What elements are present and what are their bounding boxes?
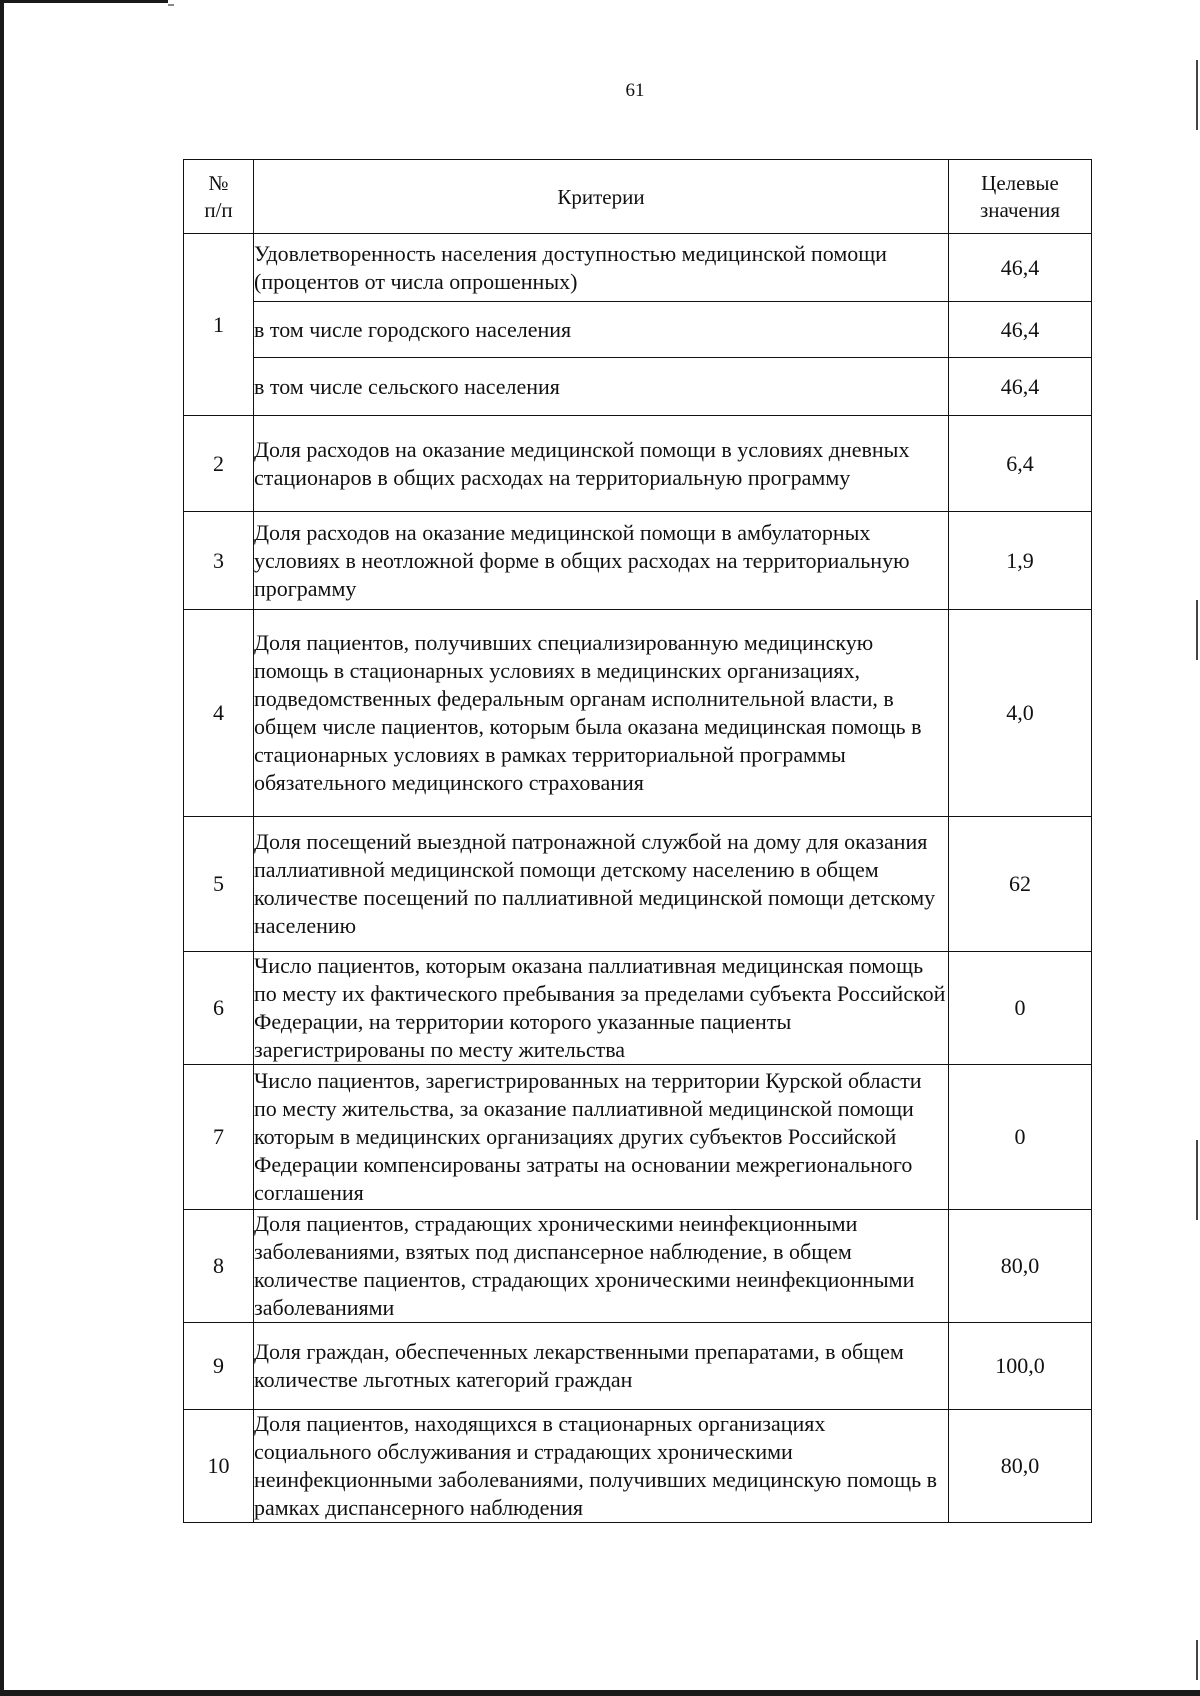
criterion-text: в том числе городского населения	[254, 302, 949, 358]
table-row	[184, 817, 1092, 952]
scan-border-top	[0, 0, 168, 3]
row-number: 7	[184, 1065, 254, 1210]
target-value: 46,4	[949, 302, 1092, 358]
table-row	[184, 234, 1092, 302]
scan-border-right-fragment	[1196, 1140, 1198, 1220]
target-value: 80,0	[949, 1410, 1092, 1523]
scan-border-right-fragment	[1196, 600, 1198, 660]
number-column-header	[184, 160, 254, 234]
table-header-row	[184, 160, 1092, 234]
row-number: 1	[184, 234, 254, 416]
scan-border-left	[0, 0, 4, 1696]
criterion-text: Число пациентов, зарегистрированных на территории Курской области по месту жительства, за оказание паллиативной медицинской помощи которым в медицинских организациях других субъектов Российской Федерации компенсированы затраты на основании межрегионального соглашения	[254, 1065, 949, 1210]
target-value: 80,0	[949, 1210, 1092, 1323]
criterion-text: Доля пациентов, страдающих хроническими неинфекционными заболеваниями, взятых под диспансерное наблюдение, в общем количестве пациентов, страдающих хроническими неинфекционными заболеваниями	[254, 1210, 949, 1323]
table-row	[184, 512, 1092, 610]
criterion-text: Доля расходов на оказание медицинской помощи в условиях дневных стационаров в общих расходах на территориальную программу	[254, 416, 949, 512]
table-row	[184, 1410, 1092, 1523]
target-value: 46,4	[949, 358, 1092, 416]
table-row	[184, 610, 1092, 817]
criterion-text: Доля посещений выездной патронажной службой на дому для оказания паллиативной медицинской помощи детскому населению в общем количестве посещений по паллиативной медицинской помощи детскому населению	[254, 817, 949, 952]
table-row	[184, 1210, 1092, 1323]
table-row	[184, 1065, 1092, 1210]
table-row	[184, 952, 1092, 1065]
criterion-text: Доля пациентов, получивших специализированную медицинскую помощь в стационарных условиях в медицинских организациях, подведомственных федеральным органам исполнительной власти, в общем числе пациентов, которым была оказана медицинская помощь в стационарных условиях в рамках территориальной программы обязательного медицинского страхования	[254, 610, 949, 817]
criteria-column-header: Критерии	[254, 160, 949, 234]
criterion-text: в том числе сельского населения	[254, 358, 949, 416]
row-number: 10	[184, 1410, 254, 1523]
table-row	[184, 1323, 1092, 1410]
target-value: 0	[949, 1065, 1092, 1210]
target-header-line: значения	[979, 197, 1061, 222]
table-row	[184, 358, 1092, 416]
table-row	[184, 302, 1092, 358]
page-number: 61	[625, 80, 645, 101]
target-value: 62	[949, 817, 1092, 952]
criterion-text: Доля расходов на оказание медицинской помощи в амбулаторных условиях в неотложной форме в общих расходах на территориальную программу	[254, 512, 949, 610]
target-value: 1,9	[949, 512, 1092, 610]
target-value: 0	[949, 952, 1092, 1065]
scan-mark	[168, 4, 174, 6]
row-number: 8	[184, 1210, 254, 1323]
number-header-line: №	[208, 170, 229, 195]
scan-border-right-fragment	[1196, 1640, 1198, 1680]
number-header-line: п/п	[204, 197, 233, 222]
criterion-text: Доля пациентов, находящихся в стационарных организациях социального обслуживания и страдающих хроническими неинфекционными заболеваниями, получивших медицинскую помощь в рамках диспансерного наблюдения	[254, 1410, 949, 1523]
criteria-table	[183, 159, 1092, 1523]
row-number: 6	[184, 952, 254, 1065]
target-value: 4,0	[949, 610, 1092, 817]
table-row	[184, 416, 1092, 512]
row-number: 2	[184, 416, 254, 512]
row-number: 3	[184, 512, 254, 610]
criterion-text: Удовлетворенность населения доступностью медицинской помощи (процентов от числа опрошенных)	[254, 234, 949, 302]
target-values-column-header	[949, 160, 1092, 234]
scan-border-bottom	[0, 1690, 1200, 1696]
row-number: 4	[184, 610, 254, 817]
target-value: 6,4	[949, 416, 1092, 512]
target-header-line: Целевые	[981, 170, 1059, 195]
criterion-text: Доля граждан, обеспеченных лекарственными препаратами, в общем количестве льготных категорий граждан	[254, 1323, 949, 1410]
target-value: 46,4	[949, 234, 1092, 302]
row-number: 5	[184, 817, 254, 952]
row-number: 9	[184, 1323, 254, 1410]
criterion-text: Число пациентов, которым оказана паллиативная медицинская помощь по месту их фактического пребывания за пределами субъекта Российской Федерации, на территории которого указанные пациенты зарегистрированы по месту жительства	[254, 952, 949, 1065]
target-value: 100,0	[949, 1323, 1092, 1410]
